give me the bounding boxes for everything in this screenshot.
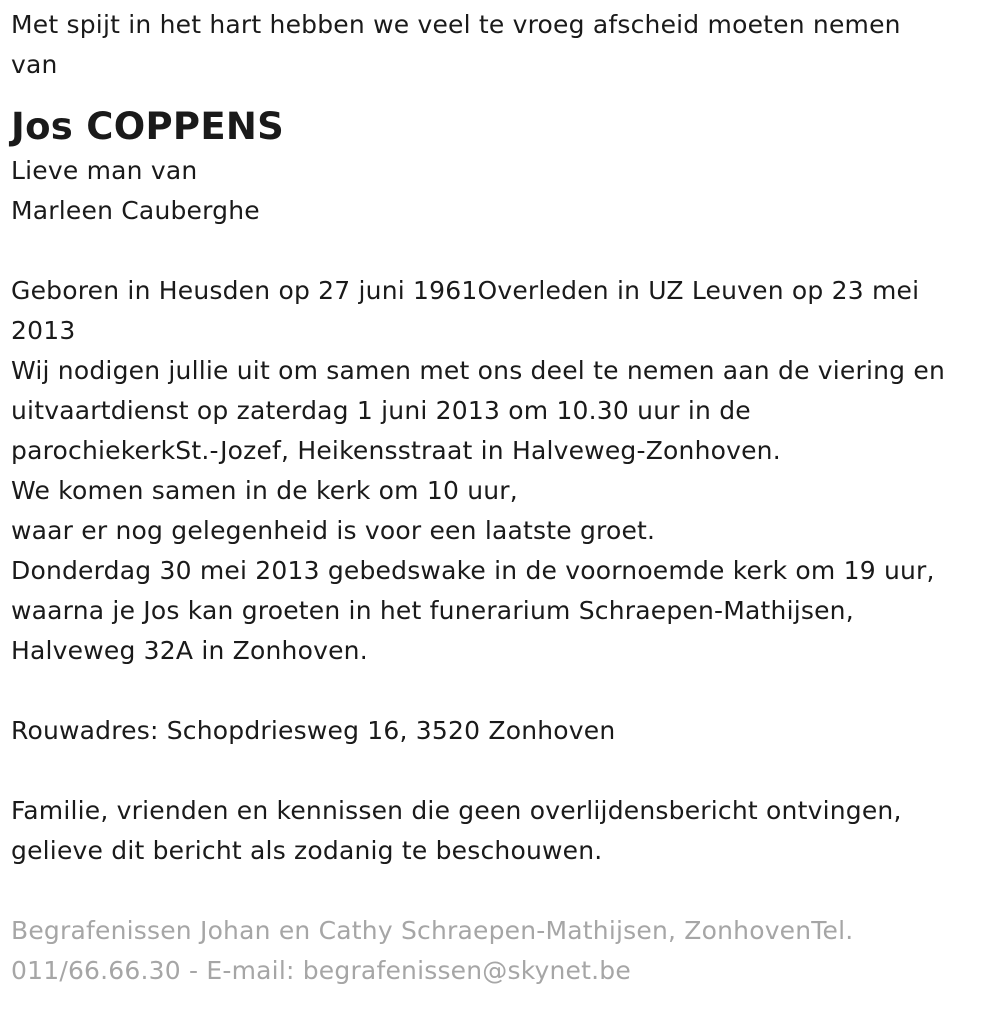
ceremony-line-5: waar er nog gelegenheid is voor een laatste groet. <box>11 516 656 545</box>
ceremony-line-6: Donderdag 30 mei 2013 gebedswake in de voornoemde kerk om 19 uur, <box>11 556 935 585</box>
notice-line-2: gelieve dit bericht als zodanig te beschouwen. <box>11 836 603 865</box>
ceremony-line-4: We komen samen in de kerk om 10 uur, <box>11 476 518 505</box>
spacer <box>11 871 1000 911</box>
life-line-1: Geboren in Heusden op 27 juni 1961Overleden in UZ Leuven op 23 mei <box>11 276 920 305</box>
intro-text <box>11 5 1000 85</box>
spouse-info <box>11 151 1000 231</box>
mourning-address: Rouwadres: Schopdriesweg 16, 3520 Zonhoven <box>11 716 616 745</box>
life-dates <box>11 271 1000 351</box>
spacer <box>11 231 1000 271</box>
ceremony-details <box>11 351 1000 671</box>
ceremony-line-7: waarna je Jos kan groeten in het funerarium Schraepen-Mathijsen, <box>11 596 854 625</box>
ceremony-line-1: Wij nodigen jullie uit om samen met ons deel te nemen aan de viering en <box>11 356 946 385</box>
ceremony-line-8: Halveweg 32A in Zonhoven. <box>11 636 368 665</box>
ceremony-line-2: uitvaartdienst op zaterdag 1 juni 2013 om 10.30 uur in de <box>11 396 751 425</box>
funeral-home-footer <box>11 911 1000 991</box>
spacer <box>11 751 1000 791</box>
spouse-line-1: Lieve man van <box>11 156 198 185</box>
ceremony-line-3: parochiekerkSt.-Jozef, Heikensstraat in Halveweg-Zonhoven. <box>11 436 781 465</box>
notice-text <box>11 791 1000 871</box>
deceased-name: Jos COPPENS <box>11 105 285 148</box>
notice-line-1: Familie, vrienden en kennissen die geen overlijdensbericht ontvingen, <box>11 796 902 825</box>
intro-line-1: Met spijt in het hart hebben we veel te vroeg afscheid moeten nemen <box>11 10 901 39</box>
spacer <box>11 671 1000 711</box>
life-line-2: 2013 <box>11 316 76 345</box>
intro-line-2: van <box>11 50 58 79</box>
footer-line-2: 011/66.66.30 - E-mail: begrafenissen@skynet.be <box>11 956 631 985</box>
footer-line-1: Begrafenissen Johan en Cathy Schraepen-Mathijsen, ZonhovenTel. <box>11 916 854 945</box>
spouse-line-2: Marleen Cauberghe <box>11 196 260 225</box>
